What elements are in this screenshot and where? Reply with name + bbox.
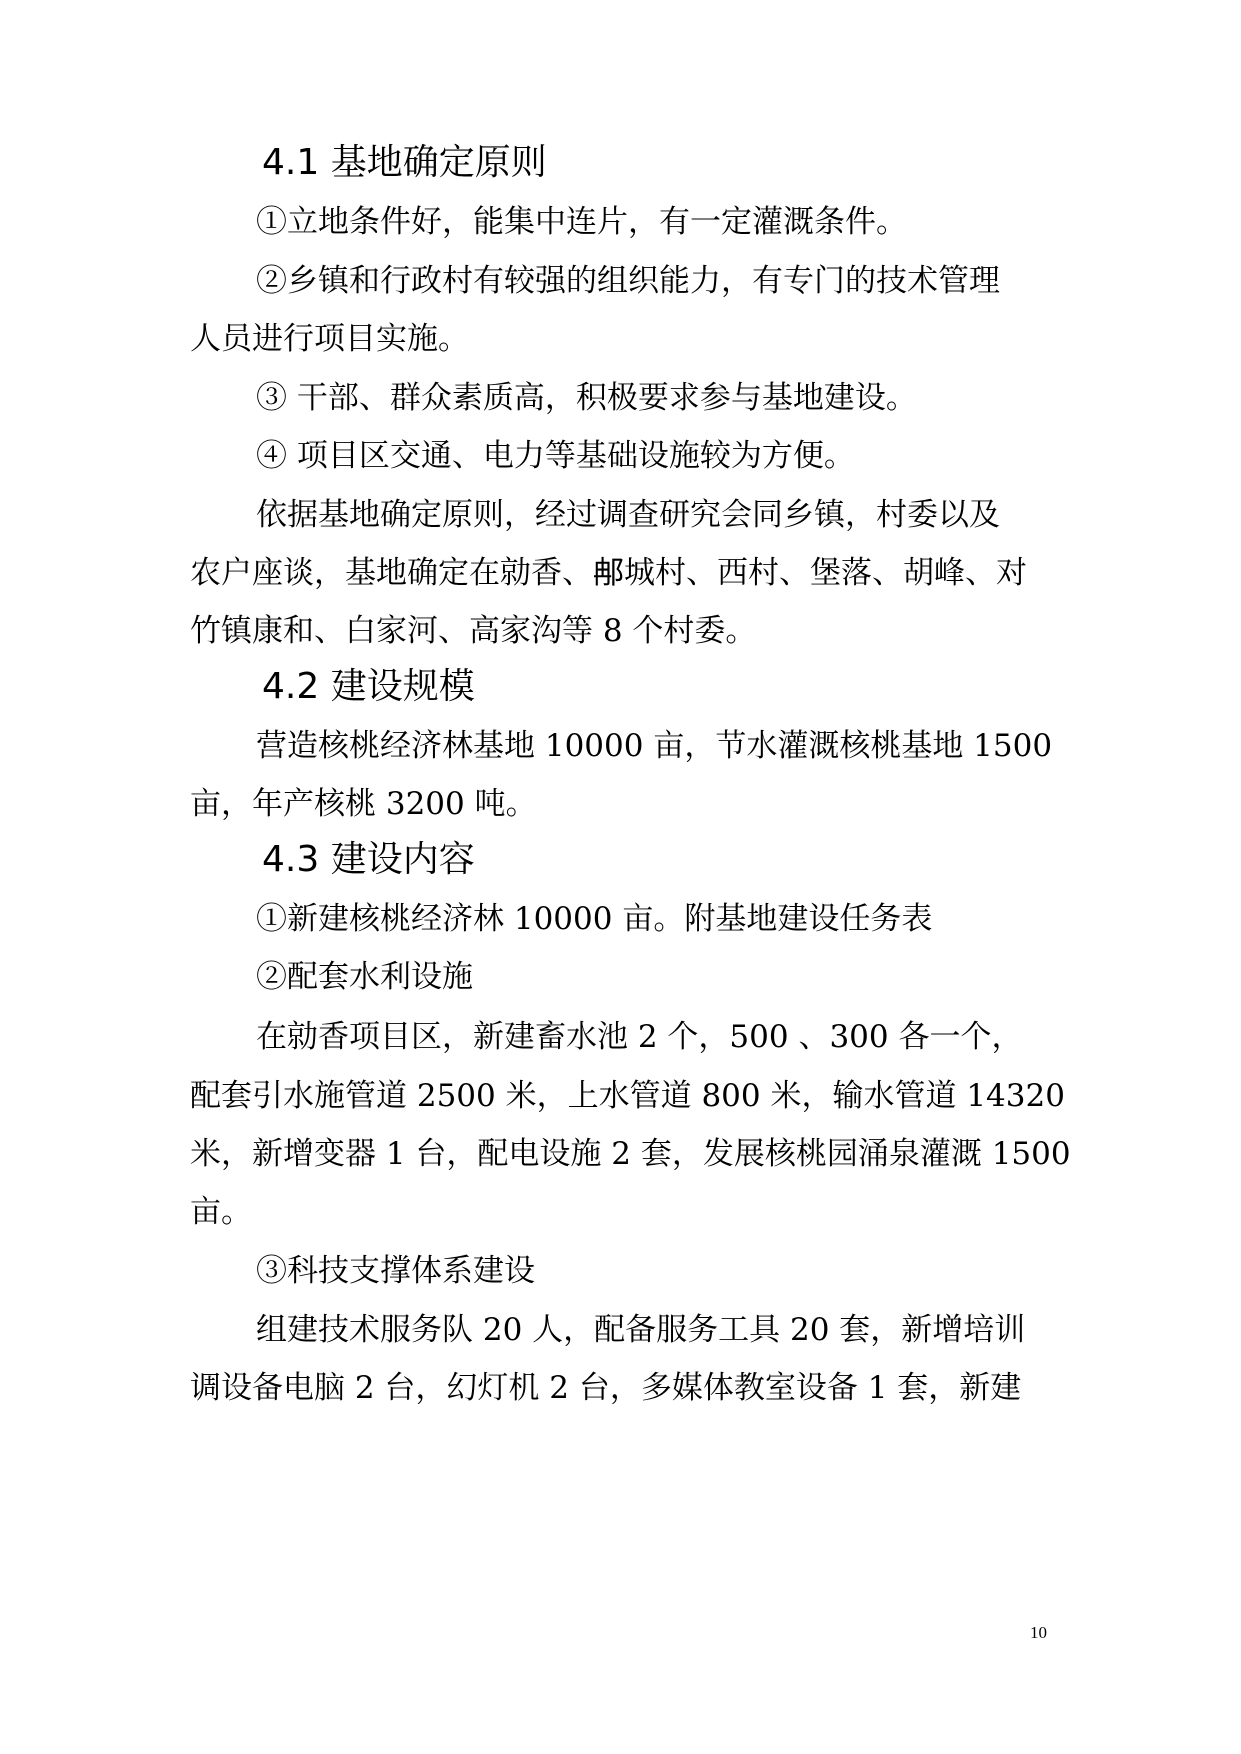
water-paragraph-line-1: 在勍香项目区，新建畜水池 2 个，500 、300 各一个， — [256, 1019, 1023, 1055]
section-heading-4-1: 4.1 基地确定原则 — [262, 142, 547, 183]
water-paragraph-line-4: 亩。 — [190, 1194, 252, 1230]
tech-paragraph-line-2: 调设备电脑 2 台，幻灯机 2 台，多媒体教室设备 1 套，新建 — [190, 1370, 1022, 1406]
site-paragraph-line-3: 竹镇康和、白家河、高家沟等 8 个村委。 — [190, 613, 757, 649]
page-number: 10 — [1030, 1623, 1047, 1642]
scale-paragraph-line-2: 亩，年产核桃 3200 吨。 — [190, 786, 537, 822]
tech-paragraph-line-1: 组建技术服务队 20 人，配备服务工具 20 套，新增培训 — [256, 1312, 1026, 1348]
site-paragraph-line-2: 农户座谈，基地确定在勍香、𨚗城村、西村、堡落、胡峰、对 — [190, 555, 1027, 591]
principle-item-4: ④ 项目区交通、电力等基础设施较为方便。 — [256, 438, 855, 474]
principle-item-2-line-2: 人员进行项目实施。 — [190, 321, 469, 357]
principle-item-1: ①立地条件好，能集中连片，有一定灌溉条件。 — [256, 204, 907, 240]
content-item-2: ②配套水利设施 — [256, 959, 473, 995]
principle-item-2-line-1: ②乡镇和行政村有较强的组织能力，有专门的技术管理 — [256, 263, 1000, 299]
principle-item-3: ③ 干部、群众素质高，积极要求参与基地建设。 — [256, 380, 917, 416]
content-item-3: ③科技支撑体系建设 — [256, 1253, 535, 1289]
water-paragraph-line-2: 配套引水施管道 2500 米，上水管道 800 米，输水管道 14320 — [190, 1078, 1065, 1114]
scale-paragraph-line-1: 营造核桃经济林基地 10000 亩，节水灌溉核桃基地 1500 — [256, 728, 1053, 764]
content-item-1: ①新建核桃经济林 10000 亩。附基地建设任务表 — [256, 901, 933, 937]
section-heading-4-3: 4.3 建设内容 — [262, 839, 475, 880]
water-paragraph-line-3: 米，新增变器 1 台，配电设施 2 套，发展核桃园涌泉灌溉 1500 — [190, 1136, 1071, 1172]
section-heading-4-2: 4.2 建设规模 — [262, 666, 475, 707]
site-paragraph-line-1: 依据基地确定原则，经过调查研究会同乡镇，村委以及 — [256, 497, 1000, 533]
